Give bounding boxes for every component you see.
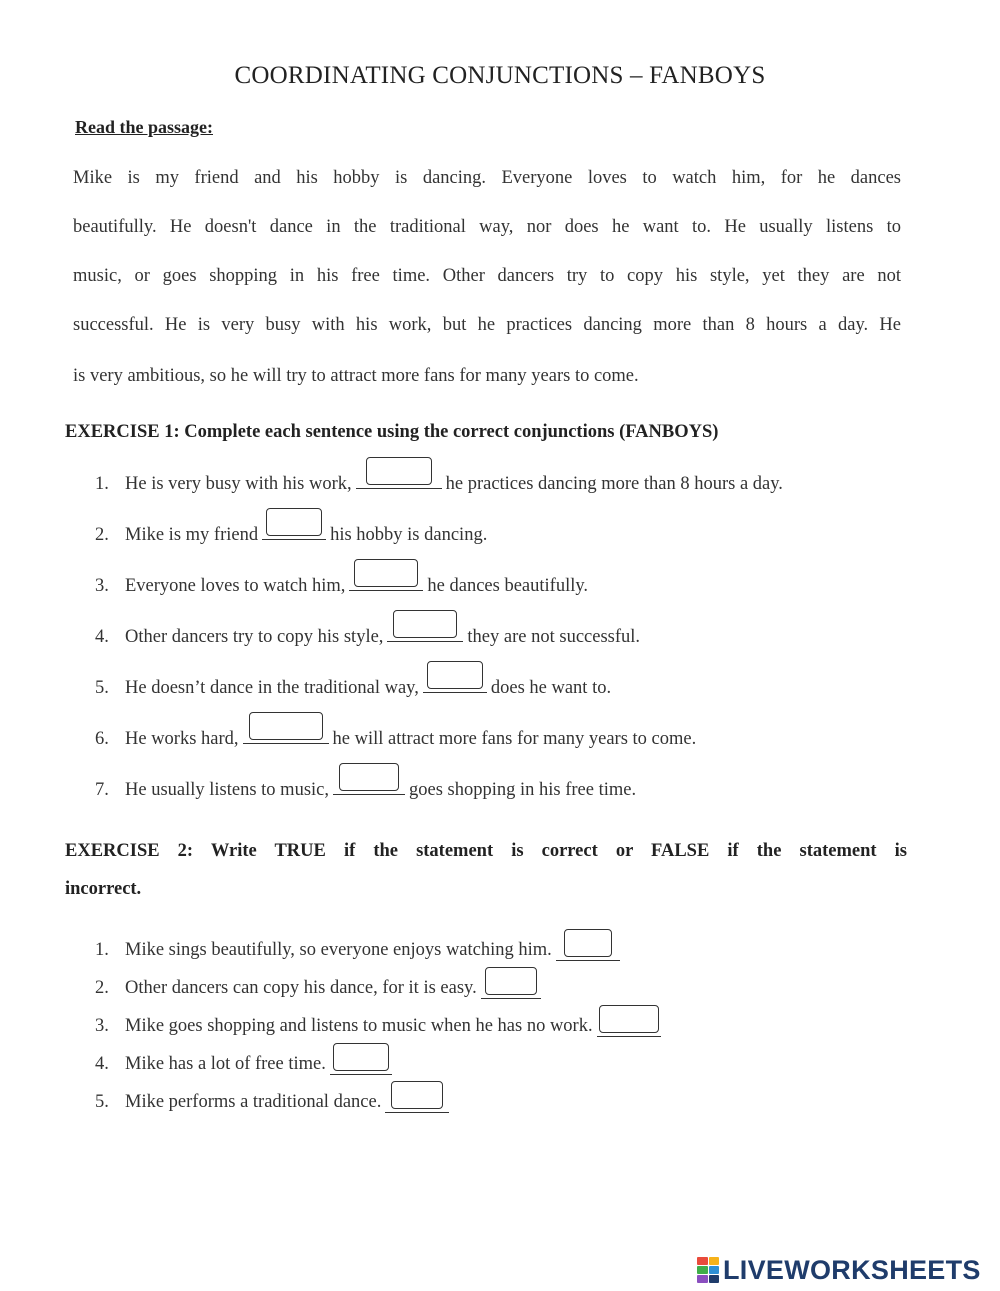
answer-input-box[interactable] bbox=[249, 712, 323, 740]
answer-input-box[interactable] bbox=[333, 1043, 389, 1071]
item-number: 5. bbox=[95, 1092, 109, 1112]
sentence-end: his hobby is dancing. bbox=[330, 525, 488, 545]
sentence-start: He doesn’t dance in the traditional way, bbox=[125, 678, 419, 698]
logo-mark-icon bbox=[697, 1257, 719, 1283]
worksheet-title: COORDINATING CONJUNCTIONS – FANBOYS bbox=[234, 62, 766, 89]
exercise1-item bbox=[95, 770, 636, 810]
sentence-end: he dances beautifully. bbox=[427, 576, 589, 596]
exercise1-heading: EXERCISE 1: Complete each sentence using the correct conjunctions (FANBOYS) bbox=[65, 422, 719, 442]
answer-input-box[interactable] bbox=[391, 1081, 443, 1109]
passage-line: successful. He is very busy with his work, but he practices dancing more than 8 hours a day. He bbox=[73, 315, 901, 335]
item-number: 1. bbox=[95, 474, 109, 494]
logo-tile bbox=[709, 1257, 720, 1265]
exercise2-item bbox=[95, 1085, 453, 1119]
sentence-start: He usually listens to music, bbox=[125, 780, 329, 800]
answer-input-box[interactable] bbox=[354, 559, 418, 587]
exercise1-item bbox=[95, 566, 588, 606]
item-number: 4. bbox=[95, 627, 109, 647]
logo-tile bbox=[697, 1275, 708, 1283]
answer-blank bbox=[349, 568, 423, 591]
answer-blank bbox=[333, 772, 405, 795]
passage-line: is very ambitious, so he will try to attract more fans for many years to come. bbox=[73, 366, 639, 386]
statement-text: Mike has a lot of free time. bbox=[125, 1054, 326, 1074]
sentence-start: Other dancers try to copy his style, bbox=[125, 627, 384, 647]
answer-blank bbox=[356, 466, 442, 489]
answer-input-box[interactable] bbox=[393, 610, 457, 638]
sentence-end: they are not successful. bbox=[467, 627, 641, 647]
exercise1-item bbox=[95, 668, 611, 708]
exercise2-item bbox=[95, 1009, 665, 1043]
exercise2-item bbox=[95, 971, 545, 1005]
answer-blank bbox=[262, 517, 326, 540]
answer-blank bbox=[330, 1052, 392, 1075]
statement-text: Other dancers can copy his dance, for it is easy. bbox=[125, 978, 477, 998]
answer-blank bbox=[423, 670, 487, 693]
sentence-start: He works hard, bbox=[125, 729, 239, 749]
answer-blank bbox=[243, 721, 329, 744]
answer-input-box[interactable] bbox=[599, 1005, 659, 1033]
answer-blank bbox=[385, 1090, 449, 1113]
item-number: 7. bbox=[95, 780, 109, 800]
exercise2-item bbox=[95, 1047, 396, 1081]
passage-line: beautifully. He doesn't dance in the traditional way, nor does he want to. He usually listens to bbox=[73, 217, 901, 237]
answer-input-box[interactable] bbox=[266, 508, 322, 536]
item-number: 3. bbox=[95, 1016, 109, 1036]
item-number: 2. bbox=[95, 525, 109, 545]
exercise2-heading: EXERCISE 2: Write TRUE if the statement is correct or FALSE if the statement is bbox=[65, 841, 907, 861]
exercise1-item bbox=[95, 719, 696, 759]
sentence-end: he will attract more fans for many years to come. bbox=[332, 729, 697, 749]
exercise1-item bbox=[95, 617, 640, 657]
answer-blank bbox=[556, 938, 620, 961]
liveworksheets-logo bbox=[697, 1255, 981, 1285]
item-number: 6. bbox=[95, 729, 109, 749]
logo-tile bbox=[697, 1266, 708, 1274]
sentence-start: He is very busy with his work, bbox=[125, 474, 352, 494]
passage-line: Mike is my friend and his hobby is dancing. Everyone loves to watch him, for he dances bbox=[73, 168, 901, 188]
answer-blank bbox=[481, 976, 541, 999]
exercise1-item bbox=[95, 515, 487, 555]
answer-blank bbox=[387, 619, 463, 642]
logo-tile bbox=[697, 1257, 708, 1265]
item-number: 4. bbox=[95, 1054, 109, 1074]
exercise2-item bbox=[95, 933, 624, 967]
logo-tile bbox=[709, 1266, 720, 1274]
passage-label: Read the passage: bbox=[75, 117, 213, 137]
answer-blank bbox=[597, 1014, 661, 1037]
answer-input-box[interactable] bbox=[366, 457, 432, 485]
sentence-start: Mike is my friend bbox=[125, 525, 259, 545]
item-number: 2. bbox=[95, 978, 109, 998]
sentence-end: goes shopping in his free time. bbox=[409, 780, 637, 800]
item-number: 5. bbox=[95, 678, 109, 698]
logo-tile bbox=[709, 1275, 720, 1283]
item-number: 3. bbox=[95, 576, 109, 596]
answer-input-box[interactable] bbox=[427, 661, 483, 689]
passage-line: music, or goes shopping in his free time. Other dancers try to copy his style, yet they are not bbox=[73, 266, 901, 286]
answer-input-box[interactable] bbox=[564, 929, 612, 957]
statement-text: Mike performs a traditional dance. bbox=[125, 1092, 382, 1112]
statement-text: Mike goes shopping and listens to music when he has no work. bbox=[125, 1016, 593, 1036]
answer-input-box[interactable] bbox=[485, 967, 537, 995]
exercise2-heading-cont: incorrect. bbox=[65, 879, 142, 899]
statement-text: Mike sings beautifully, so everyone enjoys watching him. bbox=[125, 940, 552, 960]
sentence-end: he practices dancing more than 8 hours a day. bbox=[445, 474, 783, 494]
answer-input-box[interactable] bbox=[339, 763, 399, 791]
exercise1-item bbox=[95, 464, 783, 504]
item-number: 1. bbox=[95, 940, 109, 960]
logo-text: LIVEWORKSHEETS bbox=[723, 1254, 981, 1285]
sentence-start: Everyone loves to watch him, bbox=[125, 576, 346, 596]
sentence-end: does he want to. bbox=[490, 678, 612, 698]
